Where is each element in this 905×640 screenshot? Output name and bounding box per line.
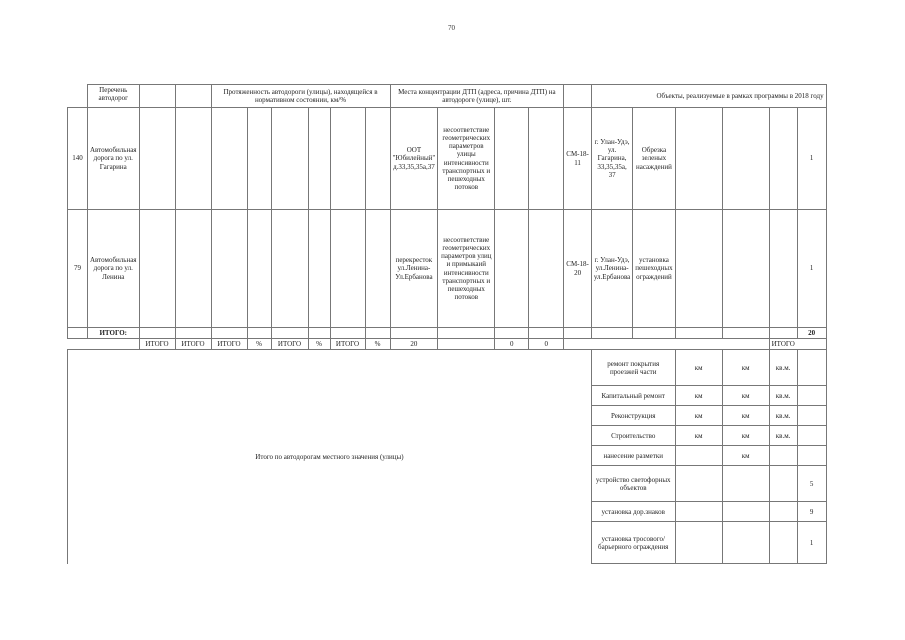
- work-item-unit: кв.м.: [769, 406, 797, 426]
- work-item-value: [797, 350, 826, 386]
- work-item-unit: [769, 446, 797, 466]
- summary-zero: 0: [529, 339, 564, 350]
- dtp-reason: несоответствие геометрических параметров улицы интенсивности транспортных и пешеходных потоков: [438, 108, 495, 210]
- work-item-value: 9: [797, 502, 826, 522]
- roads-table: [67, 84, 827, 564]
- object-work: Обрезка зеленых насаждений: [633, 108, 675, 210]
- dtp-reason: несоответствие геометрических параметров улиц и примыкаий интенсивности транспортных и пешеходных потоков: [438, 210, 495, 328]
- work-item-unit: км: [675, 406, 722, 426]
- work-item-label: Строительство: [591, 426, 675, 446]
- work-item-label: нанесение разметки: [591, 446, 675, 466]
- local-roads-label: Итого по автодорогам местного значения (улицы): [68, 350, 592, 564]
- itogo-label: ИТОГО:: [88, 328, 140, 339]
- work-item-unit: [675, 446, 722, 466]
- object-code: СМ-18-20: [564, 210, 592, 328]
- summary-cell: %: [247, 339, 271, 350]
- itogo-row: [68, 328, 827, 339]
- header-length: Протяженность автодороги (улицы), находящейся в нормативном состоянии, км/%: [211, 85, 390, 108]
- work-item-unit: [675, 466, 722, 502]
- work-item-unit: [675, 522, 722, 564]
- object-code: СМ-18-11: [564, 108, 592, 210]
- work-item-unit: [675, 502, 722, 522]
- table-row: [68, 108, 827, 210]
- summary-row: [68, 339, 827, 350]
- dtp-place: ООТ "Юбилейный" д.33,35,35а,37: [390, 108, 438, 210]
- work-item-value: [797, 386, 826, 406]
- work-item-label: Капитальный ремонт: [591, 386, 675, 406]
- work-item-unit: км: [722, 386, 769, 406]
- work-item-label: установка дор.знаков: [591, 502, 675, 522]
- road-name: Автомобильная дорога по ул. Ленина: [88, 210, 140, 328]
- summary-zero: 0: [495, 339, 529, 350]
- work-item-label: установка тросового/барьерного ограждения: [591, 522, 675, 564]
- work-item-label: устройство светофорных объектов: [591, 466, 675, 502]
- object-work: установка пешеходных ограждений: [633, 210, 675, 328]
- object-value: 1: [797, 108, 826, 210]
- work-item-value: 5: [797, 466, 826, 502]
- work-item-unit: км: [675, 350, 722, 386]
- summary-cell: ИТОГО: [211, 339, 247, 350]
- work-item-unit: км: [722, 446, 769, 466]
- work-item-unit: [769, 466, 797, 502]
- dtp-place: перекресток ул.Ленина-Ул.Ербанова: [390, 210, 438, 328]
- object-value: 1: [797, 210, 826, 328]
- work-item-unit: [722, 522, 769, 564]
- object-address: г. Улан-Удэ, ул. Гагарина, 33,35,35а, 37: [591, 108, 632, 210]
- work-item-unit: кв.м.: [769, 426, 797, 446]
- work-item-unit: км: [675, 386, 722, 406]
- work-item-label: Реконструкция: [591, 406, 675, 426]
- summary-dtp-total: 20: [390, 339, 438, 350]
- header-name: Перечень автодорог: [88, 85, 140, 108]
- header-dtp: Места концентрации ДТП (адреса, причина ДТП) на автодороге (улице), шт.: [390, 85, 564, 108]
- work-item-unit: км: [722, 406, 769, 426]
- summary-cell: %: [365, 339, 390, 350]
- work-item-unit: км: [722, 350, 769, 386]
- work-item-label: ремонт покрытия проезжей части: [591, 350, 675, 386]
- summary-cell: ИТОГО: [330, 339, 365, 350]
- work-item-unit: [769, 522, 797, 564]
- itogo-value: 20: [797, 328, 826, 339]
- summary-cell: ИТОГО: [139, 339, 175, 350]
- work-item-unit: км: [675, 426, 722, 446]
- work-item-value: [797, 406, 826, 426]
- summary-cell: ИТОГО: [175, 339, 211, 350]
- road-name: Автомобильная дорога по ул. Гагарина: [88, 108, 140, 210]
- summary-cell: ИТОГО: [271, 339, 308, 350]
- work-item-row: [68, 350, 827, 386]
- work-item-unit: [769, 502, 797, 522]
- row-number: 140: [68, 108, 88, 210]
- work-item-unit: кв.м.: [769, 386, 797, 406]
- work-item-value: [797, 426, 826, 446]
- work-item-unit: км: [722, 426, 769, 446]
- header-row: [68, 85, 827, 108]
- summary-cell: %: [308, 339, 330, 350]
- summary-objects-label: ИТОГО: [769, 339, 826, 350]
- row-number: 79: [68, 210, 88, 328]
- work-item-value: [797, 446, 826, 466]
- work-item-unit: [722, 466, 769, 502]
- header-objects: Объекты, реализуемые в рамках программы в 2018 году: [591, 85, 826, 108]
- page-number: 70: [448, 24, 455, 32]
- work-item-unit: [722, 502, 769, 522]
- object-address: г. Улан-Удэ, ул.Ленина-ул.Ербанова: [591, 210, 632, 328]
- table-row: [68, 210, 827, 328]
- work-item-value: 1: [797, 522, 826, 564]
- work-item-unit: кв.м.: [769, 350, 797, 386]
